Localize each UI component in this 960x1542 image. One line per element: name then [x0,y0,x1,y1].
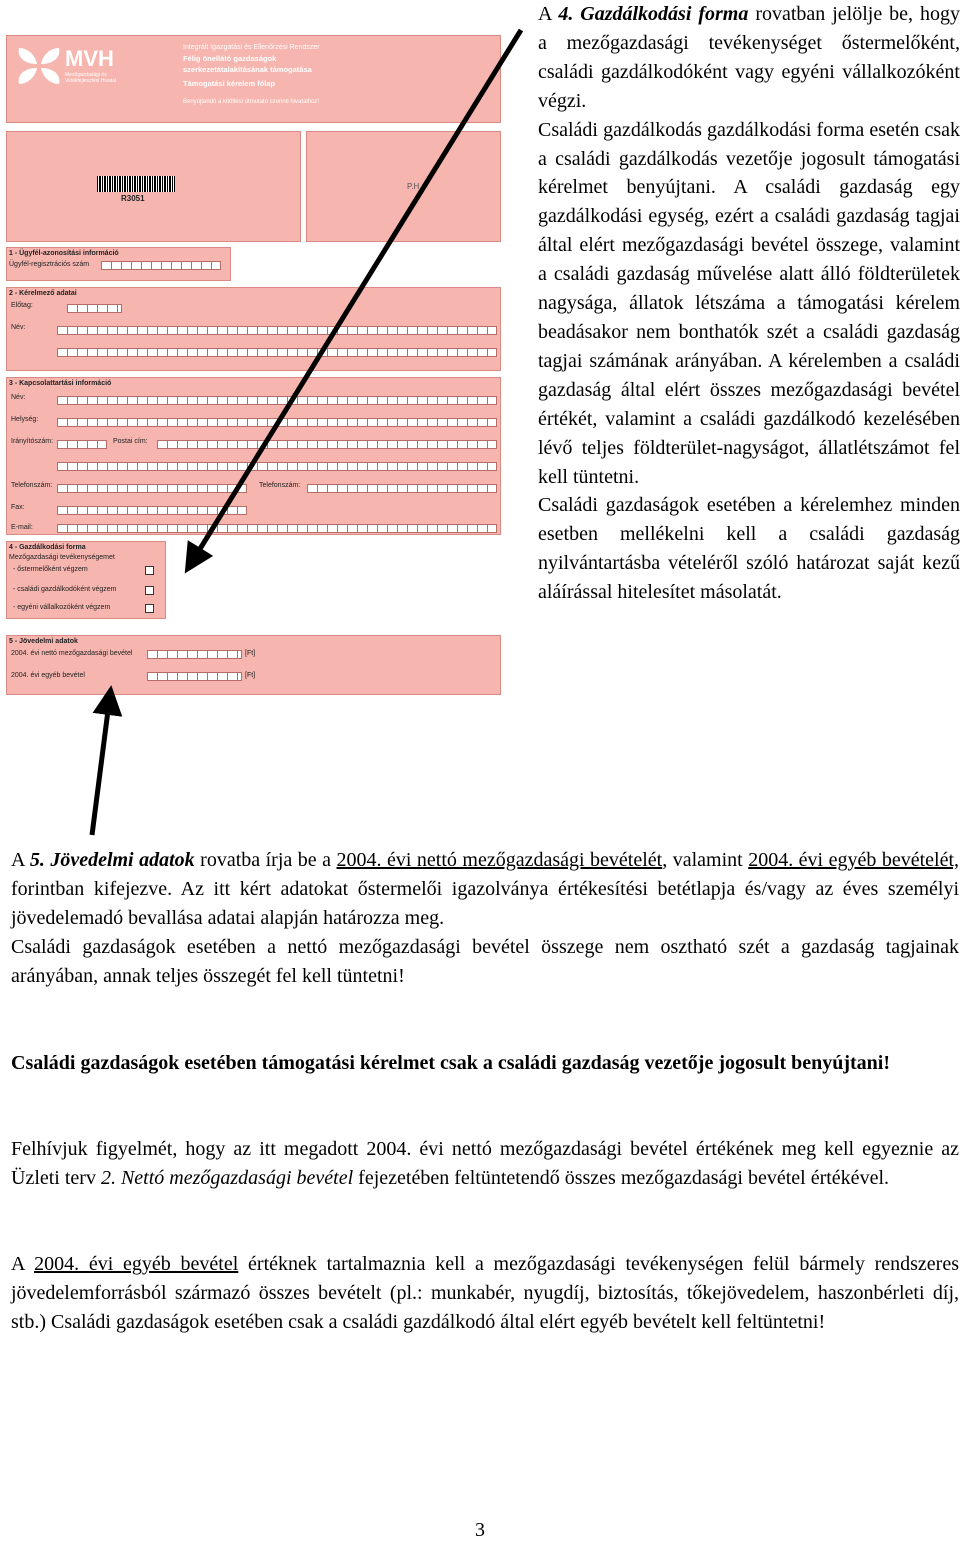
phone-label: Telefonszám: [11,482,53,489]
section-4-subtitle: Mezőgazdasági tevékenységemet [9,554,115,561]
bottom-paragraph-1-block [11,846,959,991]
arrow-to-section-5-icon [92,695,110,835]
logo-subtitle: Mezőgazdasági és Vidékfejlesztési Hivatal [65,72,117,84]
right-paragraph-2: Családi gazdálkodás gazdálkodási forma esetén csak a családi gazdálkodás vezetője jogosult támogatási kérelmet benyújtani. A családi gazdaság egy gazdálkodási egység, ezért a családi gazdaság tagjai által elért mezőgazdasági bevétel összege, valamint a családi gazdaság művelése alatt álló földterületek nagysága, állatok létszáma a támogatási kérelem beadásakor nem bonthatók szét a családi gazdaság tagjai számának arányában. A kérelemben a családi gazdaság által elért összes mezőgazdasági bevétel értékét, valamint a családi gazdálkodó kezelésében lévő teljes földterület-nagyságot, állatlétszámot fel kell tüntetni. [538,118,960,488]
bottom-p4-a: Felhívjuk figyelmét, hogy az itt megadott 2004. évi nettó mezőgazdasági bevétel értékének meg kell egyeznie az Üzleti terv [11,1138,959,1189]
ph-label: P.H. [407,182,422,191]
bottom-paragraph-1 [11,846,959,933]
right-p1-a: A [538,3,559,25]
logo-text: MVH [65,46,114,71]
section-3-title: 3 - Kapcsolattartási információ [9,380,112,387]
bottom-paragraph-4 [11,1135,959,1193]
bottom-paragraph-4-block [11,1135,959,1193]
section-5-title: 5 - Jövedelmi adatok [9,638,78,645]
city-label: Helység: [11,416,39,423]
option-entrepreneur-label: - egyéni vállalkozóként végzem [13,604,111,611]
bottom-paragraph-5-block [11,1250,959,1337]
zip-label: Irányítószám: [11,438,54,445]
net-income-label: 2004. évi nettó mezőgazdasági bevétel [11,650,133,657]
right-paragraph-1 [538,0,960,116]
section-2-title: 2 - Kérelmező adatai [9,290,77,297]
bottom-p1-section-ref: 5. Jövedelmi adatok [29,849,195,871]
bottom-paragraph-2: Családi gazdaságok esetében a nettó mezőgazdasági bevétel összege nem osztható szét a gazdaság tagjainak arányában, annak teljes összegét fel kell tüntetni! [11,935,959,987]
applicant-name-label: Név: [11,324,26,331]
section-4-title: 4 - Gazdálkodási forma [9,544,86,551]
right-p1-c: rovatban jelölje be, hogy a mezőgazdasági tevékenységet őstermelőként, családi gazdálkodóként vagy egyéni vállalkozóként végzi. [538,3,960,112]
section-1-title: 1 - Ügyfél-azonosítási információ [9,250,119,257]
bottom-p5-underline: 2004. évi egyéb bevétel [34,1253,239,1275]
contact-name-label: Név: [11,394,26,401]
other-income-unit: [Ft] [245,672,256,679]
arrow-to-section-4-icon [190,30,521,565]
bottom-p1-c: rovatba írja be a [194,849,337,871]
header-line-2: Félig önellátó gazdaságok [183,54,277,63]
right-paragraph-3: Családi gazdaságok esetében a kérelemhez minden esetben mellékelni kell a családi gazdaság nyilvántartásba vételéről szóló határozat saját kezű aláírással hitelesítet másolatát. [538,494,960,604]
prefix-label: Előtag: [11,302,33,309]
client-id-label: Ügyfél-regisztrációs szám [9,261,90,268]
header-line-4: Támogatási kérelem fólap [183,79,276,88]
postal-address-label: Postai cím: [113,438,148,445]
bottom-p4-c: fejezetében feltüntetendő összes mezőgazdasági bevétel értékével. [353,1166,889,1189]
header-line-1: Integrált Igazgatási és Ellenőrzési Rendszer [183,44,320,51]
option-producer-label: - őstermelőként végzem [13,566,88,573]
bottom-p1-d: , valamint [662,849,749,871]
bottom-paragraph-3-block [11,1049,959,1078]
other-income-label: 2004. évi egyéb bevétel [11,672,85,679]
bottom-p5-b: értéknek tartalmaznia kell a mezőgazdasági tevékenységen felül bármely rendszeres jövedelemforrásból származó összes bevételt (pl.: munkabér, nyugdíj, biztosítás, tőkejövedelem, haszonbérleti díj, stb.) Családi gazdaságok esetében csak a családi gazdálkodó által elért egyéb bevételt kell feltüntetni! [11,1253,960,1333]
bottom-p1-underline-1: 2004. évi nettó mezőgazdasági bevételét [336,849,663,871]
header-note: Benyújtandó a kitöltési útmutató szerinti hivatalhoz! [183,99,320,105]
bottom-p4-chapter-ref: 2. Nettó mezőgazdasági bevétel [100,1166,354,1189]
header-line-3: szerkezetátalakításának támogatása [183,65,312,74]
bottom-p5-a: A [11,1253,35,1275]
fax-label: Fax: [11,504,25,511]
bottom-p1-e: forintban kifejezve. Az itt kért adatokat őstermelői igazolványa értékesítési betétlapja és/vagy az éves személyi jövedelemadó bevallása adatai alapján határozza meg. [11,877,959,929]
bottom-p1-a: A [11,849,30,871]
option-family-label: - családi gazdálkodóként végzem [13,586,117,593]
right-column-text [538,0,960,607]
email-label: E-mail: [11,524,33,531]
phone2-label: Telefonszám: [259,482,301,489]
bottom-paragraph-3: Családi gazdaságok esetében támogatási kérelmet csak a családi gazdaság vezetője jogosult benyújtani! [11,1052,891,1074]
barcode-code: R3051 [121,194,145,203]
bottom-paragraph-5 [11,1250,959,1337]
right-p1-section-ref: 4. Gazdálkodási forma [558,3,749,25]
bottom-p1-underline-2: 2004. évi egyéb bevételét, [748,849,960,871]
net-income-unit: [Ft] [245,650,256,657]
page-number: 3 [475,1519,485,1541]
